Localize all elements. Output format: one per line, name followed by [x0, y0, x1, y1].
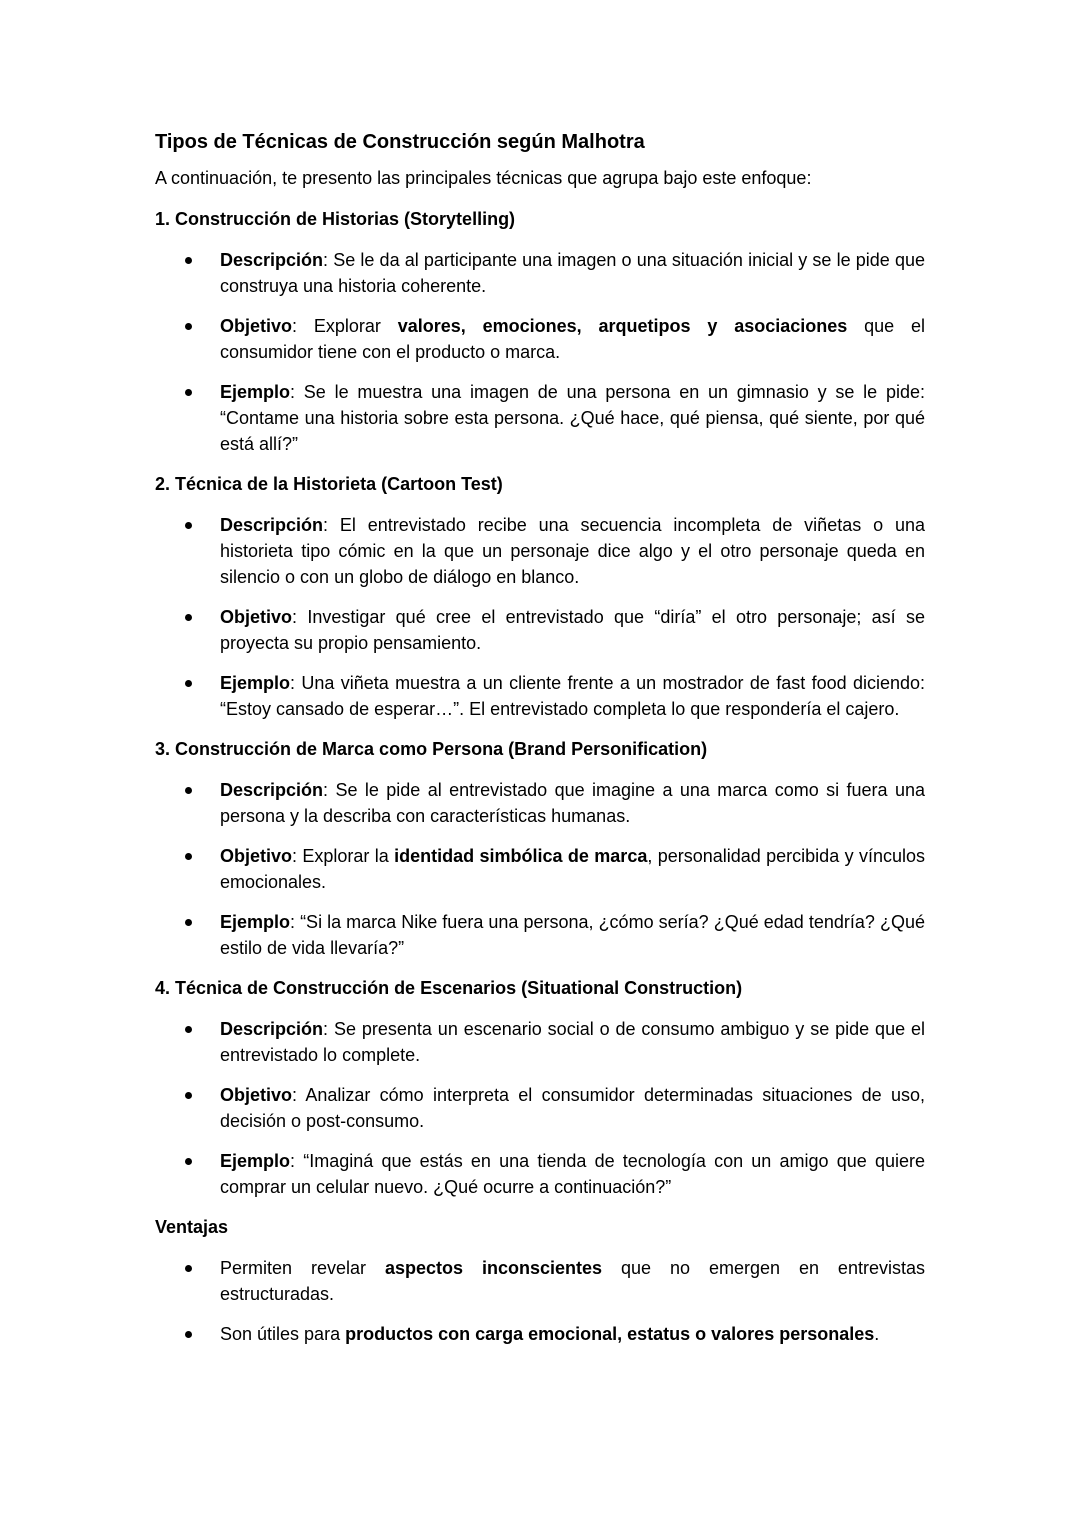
bullet-icon — [185, 919, 192, 926]
item-label: Descripción — [220, 780, 324, 800]
item-label: Ejemplo — [220, 1151, 291, 1171]
item-text: : Se le pide al entrevistado que imagine a una marca como si fuera una persona y la describa con características humanas. — [220, 780, 925, 826]
bullet-icon — [185, 614, 192, 621]
item-text: que el consumidor tiene con el producto o marca. — [220, 316, 926, 362]
item-text: : El entrevistado recibe una secuencia incompleta de viñetas o una historieta tipo cómic en la que un personaje dice algo y el otro personaje queda en silencio o con un globo de diálogo en blanco. — [220, 515, 925, 587]
item-label: Descripción — [220, 1019, 324, 1039]
bullet-icon — [185, 323, 192, 330]
item-text: : Explorar la — [292, 846, 395, 866]
list-item — [155, 670, 925, 722]
list-item — [155, 1321, 925, 1347]
item-label: Descripción — [220, 250, 324, 270]
bullet-icon — [185, 853, 192, 860]
item-text: . — [874, 1324, 880, 1344]
bullet-list — [155, 1255, 925, 1347]
list-item — [155, 1016, 925, 1068]
list-item — [155, 512, 925, 590]
bullet-icon — [185, 389, 192, 396]
bullet-icon — [185, 257, 192, 264]
item-text: : Analizar cómo interpreta el consumidor determinadas situaciones de uso, decisión o post-consumo. — [220, 1085, 925, 1131]
intro-paragraph: A continuación, te presento las principales técnicas que agrupa bajo este enfoque: — [155, 168, 812, 188]
item-label: Ejemplo — [220, 673, 291, 693]
item-label: Objetivo — [220, 607, 293, 627]
item-label: Ejemplo — [220, 382, 291, 402]
bullet-icon — [185, 522, 192, 529]
bullet-icon — [185, 1092, 192, 1099]
section-heading: 4. Técnica de Construcción de Escenarios (Situational Construction) — [155, 978, 743, 998]
item-text: : “Imaginá que estás en una tienda de tecnología con un amigo que quiere comprar un celular nuevo. ¿Qué ocurre a continuación?” — [220, 1151, 925, 1197]
list-item — [155, 247, 925, 299]
bullet-list — [155, 512, 925, 722]
item-text: : Explorar — [292, 316, 398, 336]
bullet-icon — [185, 1026, 192, 1033]
bullet-icon — [185, 1158, 192, 1165]
section-heading: Ventajas — [155, 1217, 229, 1237]
list-item — [155, 1148, 925, 1200]
bullet-list — [155, 1016, 925, 1200]
item-label: Objetivo — [220, 846, 293, 866]
bullet-icon — [185, 1265, 192, 1272]
list-item — [155, 379, 925, 457]
list-item — [155, 313, 925, 365]
sections-container — [155, 206, 925, 1347]
list-item — [155, 777, 925, 829]
item-text: , personalidad percibida y vínculos emocionales. — [220, 846, 925, 892]
item-label: Descripción — [220, 515, 324, 535]
item-text: : Se le muestra una imagen de una persona en un gimnasio y se le pide: “Contame una historia sobre esta persona. ¿Qué hace, qué piensa, qué siente, por qué está allí?” — [220, 382, 925, 454]
section-heading: 2. Técnica de la Historieta (Cartoon Test) — [155, 474, 503, 494]
bullet-icon — [185, 680, 192, 687]
bullet-list — [155, 777, 925, 961]
list-item — [155, 909, 925, 961]
item-text: Permiten revelar — [220, 1258, 385, 1278]
bold-text: productos con carga emocional, estatus o valores personales — [345, 1324, 875, 1344]
section-heading: 1. Construcción de Historias (Storytelling) — [155, 209, 516, 229]
bullet-icon — [185, 1331, 192, 1338]
item-text: : Se presenta un escenario social o de consumo ambiguo y se pide que el entrevistado lo complete. — [220, 1019, 925, 1065]
document-title: Tipos de Técnicas de Construcción según Malhotra — [155, 131, 645, 153]
list-item — [155, 1255, 925, 1307]
item-text: Son útiles para — [220, 1324, 346, 1344]
list-item — [155, 1082, 925, 1134]
bullet-list — [155, 247, 925, 457]
list-item — [155, 843, 925, 895]
bold-text: valores, emociones, arquetipos y asociaciones — [397, 316, 848, 336]
item-text: : “Si la marca Nike fuera una persona, ¿cómo sería? ¿Qué edad tendría? ¿Qué estilo de vida llevaría?” — [220, 912, 925, 958]
bullet-icon — [185, 787, 192, 794]
item-text: : Se le da al participante una imagen o una situación inicial y se le pide que construya una historia coherente. — [220, 250, 925, 296]
item-label: Ejemplo — [220, 912, 291, 932]
item-text: : Investigar qué cree el entrevistado que “diría” el otro personaje; así se proyecta su propio pensamiento. — [220, 607, 925, 653]
section-heading: 3. Construcción de Marca como Persona (Brand Personification) — [155, 739, 708, 759]
item-text: : Una viñeta muestra a un cliente frente a un mostrador de fast food diciendo: “Estoy cansado de esperar…”. El entrevistado completa lo que respondería el cajero. — [220, 673, 925, 719]
item-label: Objetivo — [220, 316, 293, 336]
bold-text: identidad simbólica de marca — [394, 846, 648, 866]
bold-text: aspectos inconscientes — [384, 1258, 603, 1278]
item-text: que no emergen en entrevistas estructuradas. — [220, 1258, 925, 1304]
list-item — [155, 604, 925, 656]
item-label: Objetivo — [220, 1085, 293, 1105]
